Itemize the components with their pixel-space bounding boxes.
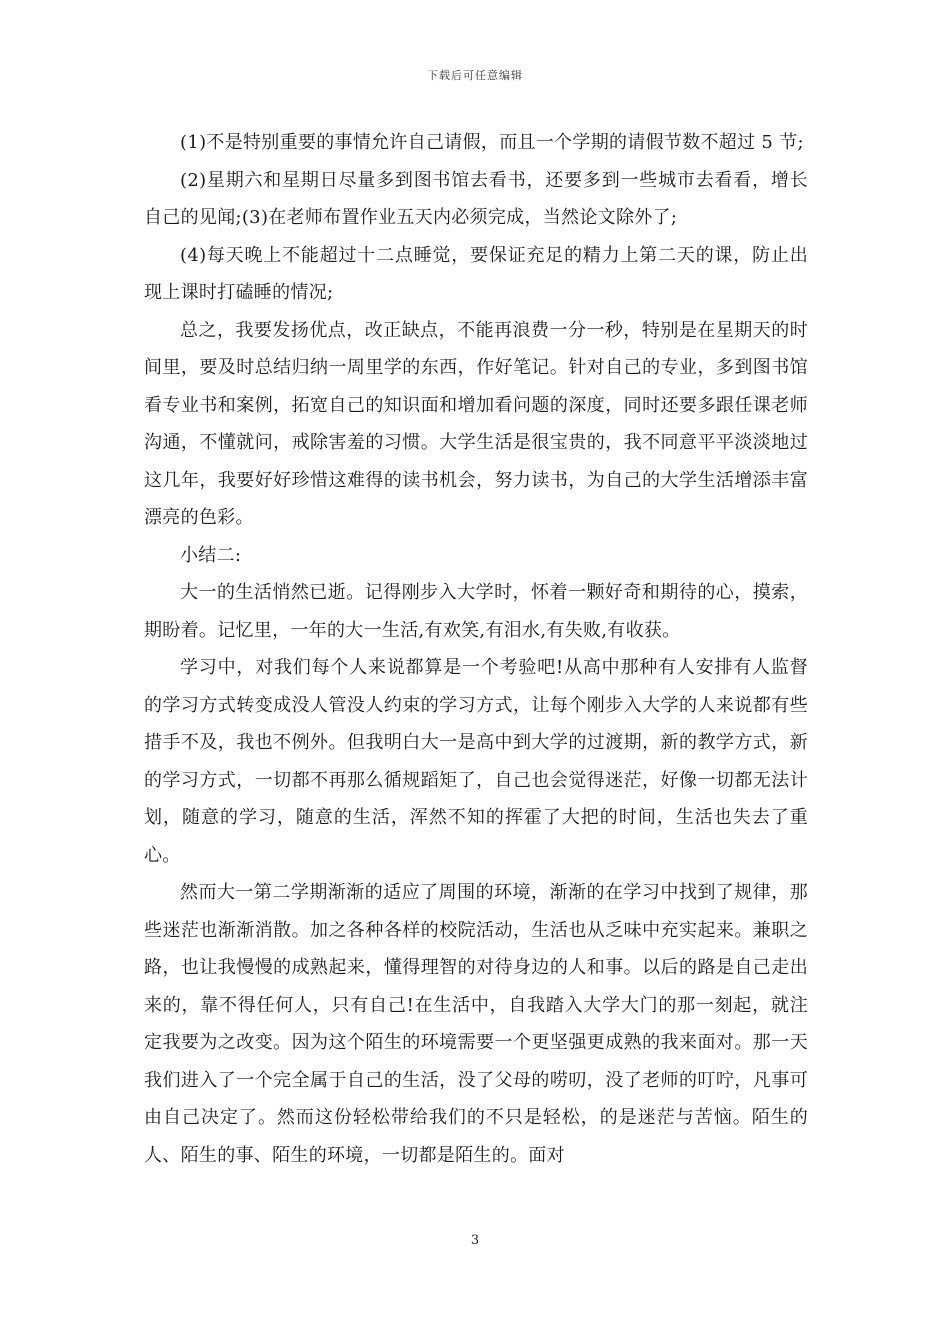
section-heading-summary-two: 小结二: [180,544,242,566]
page-number: 3 [470,1233,480,1248]
paragraph-rule-1: (1)不是特别重要的事情允许自己请假，而且一个学期的请假节数不超过 5 节; [180,132,804,153]
paragraph-adaptation: 然而大一第二学期渐渐的适应了周围的环境，渐渐的在学习中找到了规律，那些迷茫也渐渐消散。加之各种各样的校院活动，生活也从乏味中充实起来。兼职之路，也让我慢慢的成熟起来，懂得理智的对待身边的人和事。以后的路是自己走出来的，靠不得任何人，只有自己!在生活中，自我踏入大学大门的那一刻起，就注定我要为之改变。因为这个陌生的环境需要一个更坚强更成熟的我来面对。那一天我们进入了一个完全属于自己的生活，没了父母的唠叨，没了老师的叮咛，凡事可由自己决定了。然而这份轻松带给我们的不只是轻松，的是迷茫与苦恼。陌生的人、陌生的事、陌生的环境，一切都是陌生的。面对 [144,882,808,1166]
paragraph-study: 学习中，对我们每个人来说都算是一个考验吧!从高中那种有人安排有人监督的学习方式转变成没人管没人约束的学习方式，让每个刚步入大学的人来说都有些措手不及，我也不例外。但我明白大一是高中到大学的过渡期，新的教学方式，新的学习方式，一切都不再那么循规蹈矩了，自己也会觉得迷茫，好像一切都无法计划，随意的学习，随意的生活，浑然不知的挥霍了大把的时间，生活也失去了重心。 [144,657,808,866]
paragraph-conclusion: 总之，我要发扬优点，改正缺点，不能再浪费一分一秒，特别是在星期天的时间里，要及时总结归纳一周里学的东西，作好笔记。针对自己的专业，多到图书馆看专业书和案例，拓宽自己的知识面和增加看问题的深度，同时还要多跟任课老师沟通，不懂就问，戒除害羞的习惯。大学生活是很宝贵的，我不同意平平淡淡地过这几年，我要好好珍惜这难得的读书机会，努力读书，为自己的大学生活增添丰富漂亮的色彩。 [144,319,808,528]
page-header: 下载后可任意编辑 [427,69,523,82]
paragraph-rule-2-3: (2)星期六和星期日尽量多到图书馆去看书，还要多到一些城市去看看，增长自己的见闻;(3)在老师布置作业五天内必须完成，当然论文除外了; [144,169,808,228]
paragraph-rule-4: (4)每天晚上不能超过十二点睡觉，要保证充足的精力上第二天的课，防止出现上课时打磕睡的情况; [144,244,808,303]
paragraph-intro: 大一的生活悄然已逝。记得刚步入大学时，怀着一颗好奇和期待的心，摸索，期盼着。记忆里，一年的大一生活,有欢笑,有泪水,有失败,有收获。 [144,582,808,641]
document-body [144,124,808,1174]
